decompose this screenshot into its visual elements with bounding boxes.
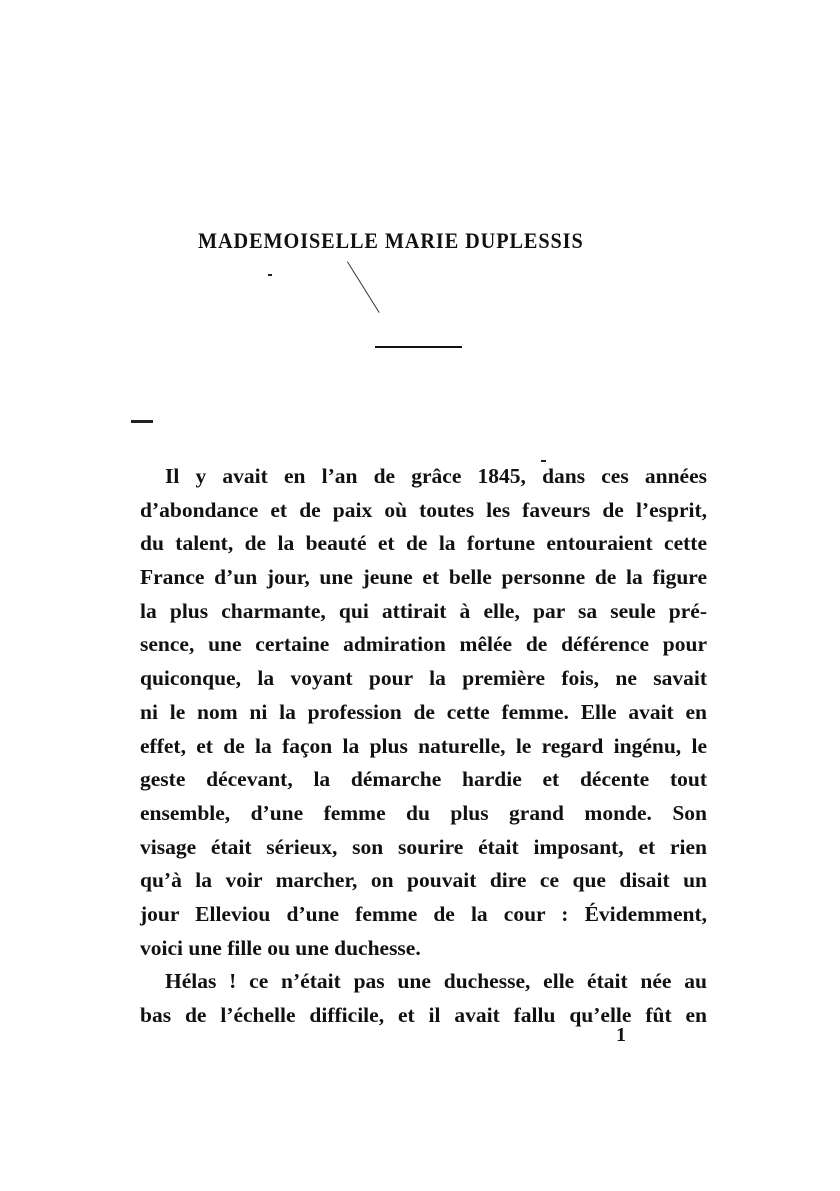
ink-speck xyxy=(268,274,272,276)
text-line: voici une fille ou une duchesse. xyxy=(140,935,421,960)
body-text xyxy=(140,460,707,1033)
title-rule xyxy=(375,346,462,348)
text-line: France d’un jour, une jeune et belle personne de la figure xyxy=(140,565,707,590)
text-line: Il y avait en l’an de grâce 1845, dans ces années xyxy=(165,464,707,488)
text-line: geste décevant, la démarche hardie et décente tout xyxy=(140,767,707,792)
text-line: ensemble, d’une femme du plus grand monde. Son xyxy=(140,800,707,825)
chapter-title: MADEMOISELLE MARIE DUPLESSIS xyxy=(198,228,584,253)
text-line: qu’à la voir marcher, on pouvait dire ce que disait un xyxy=(140,868,707,893)
ink-speck xyxy=(131,420,153,423)
ink-stroke-mark xyxy=(347,261,380,313)
page-number: 1 xyxy=(616,1024,626,1046)
text-line: quiconque, la voyant pour la première fois, ne savait xyxy=(140,666,707,691)
text-line: effet, et de la façon la plus naturelle, le regard ingénu, le xyxy=(140,733,707,758)
text-line: du talent, de la beauté et de la fortune entouraient cette xyxy=(140,531,707,556)
text-line: bas de l’échelle difficile, et il avait fallu qu’elle fût en xyxy=(140,1003,707,1027)
text-line: ni le nom ni la profession de cette femme. Elle avait en xyxy=(140,699,707,724)
text-line: d’abondance et de paix où toutes les faveurs de l’esprit, xyxy=(140,497,707,522)
text-line: Hélas ! ce n’était pas une duchesse, elle était née au xyxy=(165,969,707,994)
text-line: la plus charmante, qui attirait à elle, par sa seule pré- xyxy=(140,598,707,623)
text-line: visage était sérieux, son sourire était imposant, et rien xyxy=(140,834,707,859)
text-line: sence, une certaine admiration mêlée de déférence pour xyxy=(140,632,707,657)
text-line: jour Elleviou d’une femme de la cour : Évidemment, xyxy=(140,901,707,926)
